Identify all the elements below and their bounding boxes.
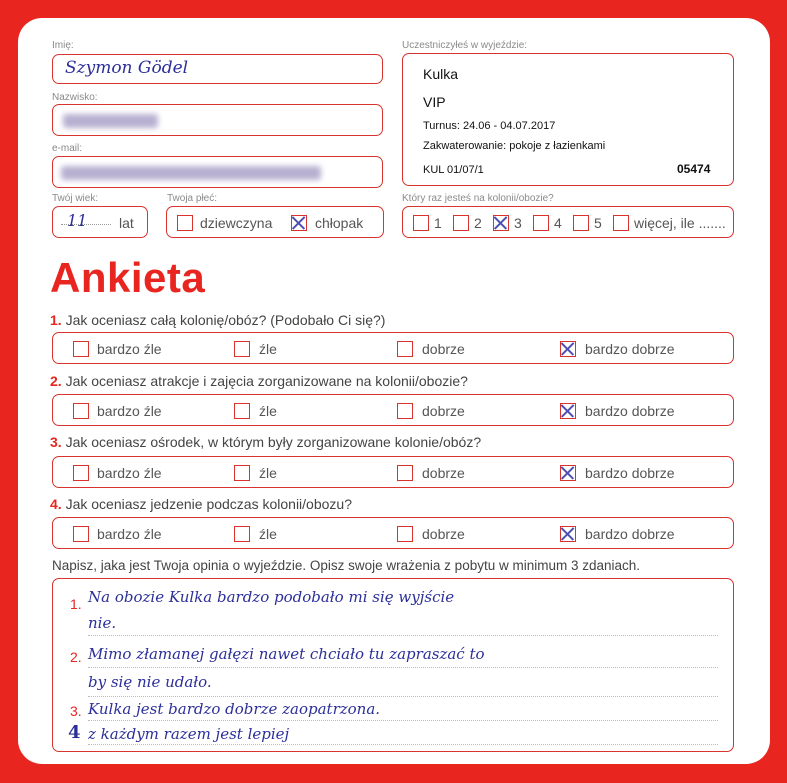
opinion-entry-2-line-1: Mimo złamanej gałęzi nawet chciało tu zapraszać to xyxy=(88,645,485,663)
surname-field[interactable] xyxy=(52,104,383,136)
opinion-number-1: 1. xyxy=(70,596,82,612)
q3-checkbox-zle[interactable] xyxy=(234,465,250,481)
q2-option-zle: źle xyxy=(259,403,277,419)
question-1 xyxy=(50,312,385,328)
question-3-answers xyxy=(52,456,734,488)
name-field[interactable] xyxy=(52,54,383,84)
q4-option-bardzo-zle: bardzo źle xyxy=(97,526,162,542)
question-4-number: 4. xyxy=(50,496,62,512)
accommodation-label: Zakwaterowanie: xyxy=(423,140,507,152)
q3-checkbox-bardzo-zle[interactable] xyxy=(73,465,89,481)
times-option-4: 4 xyxy=(554,215,562,231)
times-field xyxy=(402,206,734,238)
opinion-line-1 xyxy=(88,635,718,636)
q4-checkbox-bardzo-dobrze[interactable] xyxy=(560,526,576,542)
turnus-value: 24.06 - 04.07.2017 xyxy=(462,120,556,132)
age-label: Twój wiek: xyxy=(52,193,99,204)
question-4-text: Jak oceniasz jedzenie podczas kolonii/obozu? xyxy=(65,496,352,512)
opinion-number-3: 3. xyxy=(70,703,82,719)
q3-checkbox-dobrze[interactable] xyxy=(397,465,413,481)
survey-title: Ankieta xyxy=(50,254,206,301)
question-3-number: 3. xyxy=(50,434,62,450)
age-value: 11 xyxy=(67,211,88,230)
name-label: Imię: xyxy=(52,40,74,51)
times-checkbox-2[interactable] xyxy=(453,215,469,231)
q2-checkbox-dobrze[interactable] xyxy=(397,403,413,419)
times-option-3: 3 xyxy=(514,215,522,231)
q3-checkbox-bardzo-dobrze[interactable] xyxy=(560,465,576,481)
times-option-5: 5 xyxy=(594,215,602,231)
opinion-prompt: Napisz, jaka jest Twoja opinia o wyjeździe. Opisz swoje wrażenia z pobytu w minimum 3 zdaniach. xyxy=(52,558,641,573)
q4-option-dobrze: dobrze xyxy=(422,526,465,542)
question-4-answers xyxy=(52,517,734,549)
trip-box xyxy=(402,53,734,186)
accommodation-row xyxy=(423,140,605,152)
question-2-text: Jak oceniasz atrakcje i zajęcia zorganizowane na kolonii/obozie? xyxy=(65,373,468,389)
gender-option-female: dziewczyna xyxy=(200,215,273,231)
surname-redacted xyxy=(63,114,158,128)
surname-label: Nazwisko: xyxy=(52,92,98,103)
opinion-entry-3-line-1: Kulka jest bardzo dobrze zaopatrzona. xyxy=(88,700,381,718)
q2-option-bardzo-zle: bardzo źle xyxy=(97,403,162,419)
turnus-row xyxy=(423,120,555,132)
trip-label: Uczestniczyłeś w wyjeździe: xyxy=(402,40,528,51)
q4-checkbox-zle[interactable] xyxy=(234,526,250,542)
gender-checkbox-male[interactable] xyxy=(291,215,307,231)
trip-type: VIP xyxy=(423,94,446,110)
opinion-entry-1-line-2: nie. xyxy=(88,614,117,632)
times-checkbox-1[interactable] xyxy=(413,215,429,231)
trip-number: 05474 xyxy=(677,162,711,176)
q2-option-bardzo-dobrze: bardzo dobrze xyxy=(585,403,675,419)
q2-option-dobrze: dobrze xyxy=(422,403,465,419)
email-field[interactable] xyxy=(52,156,383,188)
q2-checkbox-bardzo-zle[interactable] xyxy=(73,403,89,419)
q1-option-zle: źle xyxy=(259,341,277,357)
opinion-line-3 xyxy=(88,696,718,697)
times-option-2: 2 xyxy=(474,215,482,231)
opinion-number-4: 4 xyxy=(68,722,81,743)
gender-field xyxy=(166,206,384,238)
trip-code: KUL 01/07/1 xyxy=(423,164,484,176)
question-3-text: Jak oceniasz ośrodek, w którym były zorganizowane kolonie/obóz? xyxy=(65,434,482,450)
q1-checkbox-zle[interactable] xyxy=(234,341,250,357)
q3-option-bardzo-zle: bardzo źle xyxy=(97,465,162,481)
times-option-more: więcej, ile ....... xyxy=(634,215,726,231)
turnus-label: Turnus: xyxy=(423,120,460,132)
question-1-text: Jak oceniasz całą kolonię/obóz? (Podobało Ci się?) xyxy=(65,312,386,328)
times-label: Który raz jesteś na kolonii/obozie? xyxy=(402,193,554,204)
q2-checkbox-zle[interactable] xyxy=(234,403,250,419)
opinion-number-2: 2. xyxy=(70,649,82,665)
opinion-line-5 xyxy=(88,744,718,745)
q4-checkbox-dobrze[interactable] xyxy=(397,526,413,542)
gender-label: Twoja płeć: xyxy=(167,193,218,204)
trip-name: Kulka xyxy=(423,66,459,82)
gender-checkbox-female[interactable] xyxy=(177,215,193,231)
times-checkbox-3[interactable] xyxy=(493,215,509,231)
age-unit: lat xyxy=(119,215,134,231)
times-checkbox-5[interactable] xyxy=(573,215,589,231)
opinion-line-2 xyxy=(88,667,718,668)
question-1-answers xyxy=(52,332,734,364)
question-2-number: 2. xyxy=(50,373,62,389)
opinion-entry-4-line-1: z każdym razem jest lepiej xyxy=(88,725,290,743)
q2-checkbox-bardzo-dobrze[interactable] xyxy=(560,403,576,419)
opinion-entry-1-line-1: Na obozie Kulka bardzo podobało mi się wyjście xyxy=(88,588,455,606)
times-checkbox-4[interactable] xyxy=(533,215,549,231)
q4-checkbox-bardzo-zle[interactable] xyxy=(73,526,89,542)
opinion-entry-2-line-2: by się nie udało. xyxy=(88,673,212,691)
question-1-number: 1. xyxy=(50,312,62,328)
question-3 xyxy=(50,434,481,450)
age-field[interactable] xyxy=(52,206,148,238)
q1-checkbox-bardzo-dobrze[interactable] xyxy=(560,341,576,357)
q3-option-bardzo-dobrze: bardzo dobrze xyxy=(585,465,675,481)
q1-option-bardzo-zle: bardzo źle xyxy=(97,341,162,357)
gender-option-male: chłopak xyxy=(315,215,364,231)
q1-checkbox-bardzo-zle[interactable] xyxy=(73,341,89,357)
accommodation-value: pokoje z łazienkami xyxy=(509,140,606,152)
q1-option-dobrze: dobrze xyxy=(422,341,465,357)
q3-option-zle: źle xyxy=(259,465,277,481)
q1-checkbox-dobrze[interactable] xyxy=(397,341,413,357)
q4-option-zle: źle xyxy=(259,526,277,542)
name-value: Szymon Gödel xyxy=(65,58,189,78)
question-2-answers xyxy=(52,394,734,426)
q1-option-bardzo-dobrze: bardzo dobrze xyxy=(585,341,675,357)
q3-option-dobrze: dobrze xyxy=(422,465,465,481)
question-4 xyxy=(50,496,352,512)
q4-option-bardzo-dobrze: bardzo dobrze xyxy=(585,526,675,542)
times-option-1: 1 xyxy=(434,215,442,231)
times-checkbox-more[interactable] xyxy=(613,215,629,231)
email-redacted xyxy=(61,166,321,180)
question-2 xyxy=(50,373,468,389)
email-label: e-mail: xyxy=(52,143,83,154)
opinion-line-4 xyxy=(88,720,718,721)
